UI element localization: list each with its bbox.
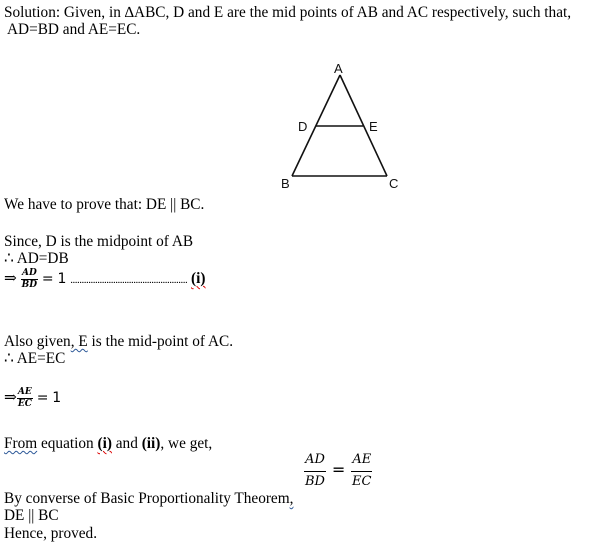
- hence-proved: Hence, proved.: [4, 525, 98, 542]
- equals-sign: =: [331, 459, 346, 479]
- intro-line-1: Solution: Given, in ∆ABC, D and E are the mid points of AB and AC respectively, such that,: [4, 4, 572, 21]
- equals-sign: =: [36, 390, 49, 407]
- spellcheck-marked-text[interactable]: ,: [289, 490, 294, 507]
- spellcheck-marked-text[interactable]: From: [4, 435, 38, 452]
- fraction-ae-ec: $\frac{AE}{EC}$: [17, 387, 32, 409]
- intro-line-2: AD=BD and AE=EC.: [7, 21, 141, 38]
- vertex-label-b: B: [281, 176, 290, 191]
- step1-line-2: ∴ AD=DB: [4, 250, 69, 267]
- step1-line-1: Since, D is the midpoint of AB: [4, 233, 194, 250]
- converse-statement: By converse of Basic Proportionality Theorem,: [4, 490, 294, 507]
- fraction-ae-ec-large: $\frac{AE}{EC}$: [352, 452, 372, 489]
- step1-equation: [4, 268, 206, 291]
- vertex-label-e: E: [369, 119, 378, 134]
- equals-sign: =: [41, 271, 54, 288]
- value: 1: [57, 271, 67, 288]
- step2-equation: [4, 387, 61, 410]
- vertex-label-c: C: [389, 176, 399, 191]
- spellcheck-marked-text[interactable]: , E: [70, 333, 88, 350]
- conclusion-intro: From equation (i) and (ii), we get,: [4, 435, 213, 452]
- equation-label-i: (i): [191, 270, 206, 288]
- to-prove-statement: We have to prove that: DE || BC.: [4, 196, 205, 213]
- triangle-figure: [270, 55, 410, 195]
- implies-symbol: ⇒: [4, 389, 17, 407]
- fraction-ad-bd: $\frac{AD}{BD}$: [21, 268, 38, 290]
- step2-line-2: ∴ AE=EC: [4, 350, 66, 367]
- step2-line-1: Also given, E is the mid-point of AC.: [4, 333, 234, 350]
- fraction-ad-bd-large: $\frac{AD}{BD}$: [305, 452, 325, 489]
- result-statement: DE || BC: [4, 507, 59, 524]
- implies-symbol: ⇒: [4, 270, 17, 288]
- dotted-leader: ....................................................: [70, 274, 188, 287]
- vertex-label-d: D: [298, 119, 308, 134]
- proportion-equation: [304, 450, 372, 492]
- value: 1: [52, 390, 62, 407]
- vertex-label-a: A: [334, 61, 343, 76]
